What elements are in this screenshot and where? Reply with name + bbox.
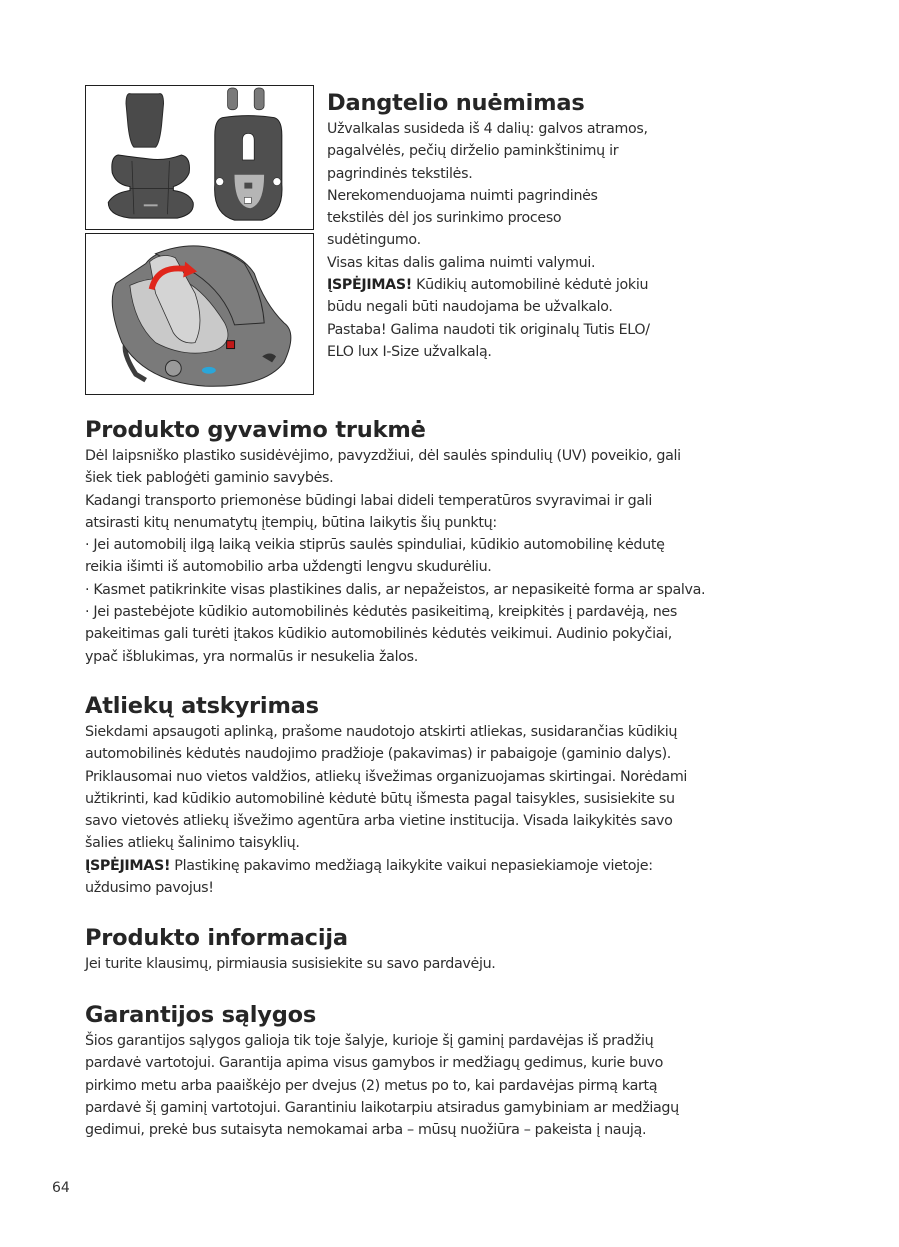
- text-line: Kadangi transporto priemonėse būdingi labai dideli temperatūros svyravimai ir gali: [85, 492, 653, 509]
- warning-line: [85, 855, 845, 877]
- text-line: pagrindinės tekstilės.: [327, 165, 473, 182]
- warning-text: Kūdikių automobilinė kėdutė jokiu: [411, 277, 649, 294]
- section-title: Garantijos sąlygos: [85, 1002, 317, 1028]
- text-line: Siekdami apsaugoti aplinką, prašome naudotojo atskirti atliekas, susidarančias kūdikių: [85, 724, 678, 740]
- waste-separation-section: [85, 691, 845, 899]
- warning-label: ĮSPĖJIMAS!: [327, 277, 412, 294]
- warning-label: ĮSPĖJIMAS!: [85, 857, 171, 874]
- warning-line: [327, 274, 747, 296]
- text-line: ypač išblukimas, yra normalūs ir nesukelia žalos.: [85, 648, 418, 665]
- text-line: pardavė šį gaminį vartotojui. Garantiniu laikotarpiu atsiradus gamybiniam ar medžiagų: [85, 1099, 679, 1116]
- text-line: savo vietovės atliekų išvežimo agentūra arba vietine institucija. Visada laikykitės savo: [85, 813, 673, 830]
- text-line: Visas kitas dalis galima nuimti valymui.: [327, 254, 596, 271]
- bullet-line: · Jei automobilį ilgą laiką veikia stiprūs saulės spinduliai, kūdikio automobilinę kėdutę: [85, 537, 665, 554]
- text-line: ELO lux I-Size užvalkalą.: [327, 343, 492, 360]
- section-title: Dangtelio nuėmimas: [327, 90, 585, 116]
- text-line: tekstilės dėl jos surinkimo proceso: [327, 210, 562, 227]
- bullet-line: · Jei pastebėjote kūdikio automobilinės kėdutės pasikeitimą, kreipkitės į pardavėją, nes: [85, 604, 677, 621]
- section-title: Produkto gyvavimo trukmė: [85, 417, 426, 443]
- text-line: uždusimo pavojus!: [85, 880, 214, 897]
- text-line: reikia išimti iš automobilio arba uždengti lengvu skudurėliu.: [85, 559, 492, 576]
- text-line: pardavė vartotojui. Garantija apima visus gamybos ir medžiagų gedimus, kurie buvo: [85, 1055, 664, 1072]
- text-line: Užvalkalas susideda iš 4 dalių: galvos atramos,: [327, 121, 648, 137]
- text-line: pirkimo metu arba paaiškėjo per dvejus (2) metus po to, kai pardavėjas pirmą kartą: [85, 1077, 658, 1094]
- section-body: [327, 118, 747, 363]
- text-line: būdu negali būti naudojama be užvalkalo.: [327, 299, 613, 316]
- text-line: Jei turite klausimų, pirmiausia susisiekite su savo pardavėju.: [85, 956, 496, 972]
- text-line: šalies atliekų šalinimo taisyklių.: [85, 835, 300, 852]
- cover-removal-section: [327, 88, 747, 363]
- section-title: Atliekų atskyrimas: [85, 693, 319, 719]
- cover-parts-illustration: [86, 86, 313, 229]
- section-title: Produkto informacija: [85, 925, 348, 951]
- text-line: Šios garantijos sąlygos galioja tik toje šalyje, kurioje šį gaminį pardavėjas iš pradžių: [85, 1033, 654, 1049]
- text-line: užtikrinti, kad kūdikio automobilinė kėdutė būtų išmesta pagal taisykles, susisiekite su: [85, 790, 675, 807]
- product-info-section: [85, 923, 845, 975]
- cover-parts-figure: [85, 85, 314, 230]
- text-line: sudėtingumo.: [327, 232, 421, 249]
- bullet-line: · Kasmet patikrinkite visas plastikines dalis, ar nepažeistos, ar nepasikeitė forma ar spalva.: [85, 581, 706, 598]
- page-number: 64: [52, 1180, 70, 1196]
- product-lifetime-section: [85, 415, 845, 668]
- text-line: šiek tiek pabloģėti gaminio savybės.: [85, 470, 334, 487]
- car-seat-illustration: [86, 234, 313, 394]
- text-line: pagalvėlės, pečių dirželio paminkštinimų ir: [327, 143, 619, 160]
- section-body: [85, 721, 845, 899]
- text-line: automobilinės kėdutės naudojimo pradžioje (pakavimas) ir pabaigoje (gaminio dalys).: [85, 746, 671, 763]
- section-body: [85, 445, 845, 668]
- text-line: atsirasti kitų nenumatytų įtempių, būtina laikytis šių punktų:: [85, 514, 497, 531]
- text-line: pakeitimas gali turėti įtakos kūdikio automobilinės kėdutės veikimui. Audinio pokyčiai,: [85, 626, 672, 643]
- text-line: Dėl laipsniško plastiko susidėvėjimo, pavyzdžiui, dėl saulės spindulių (UV) poveikio, gali: [85, 448, 681, 464]
- text-line: Nerekomenduojama nuimti pagrindinės: [327, 187, 598, 204]
- text-line: Pastaba! Galima naudoti tik originalų Tutis ELO/: [327, 321, 650, 338]
- warranty-section: [85, 1000, 845, 1141]
- cover-removal-figure: [85, 233, 314, 395]
- warning-text: Plastikinę pakavimo medžiagą laikykite vaikui nepasiekiamoje vietoje:: [170, 857, 653, 874]
- section-body: [85, 1030, 845, 1141]
- section-body: [85, 953, 845, 975]
- text-line: Priklausomai nuo vietos valdžios, atliekų išvežimas organizuojamas skirtingai. Norėdami: [85, 768, 688, 785]
- text-line: gedimui, prekė bus sutaisyta nemokamai arba – mūsų nuožiūra – pakeista į naują.: [85, 1122, 647, 1139]
